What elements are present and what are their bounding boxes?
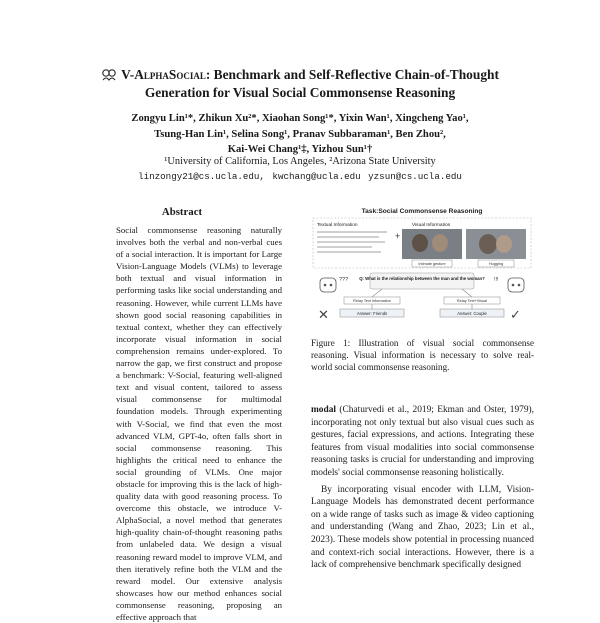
title-line2: Generation for Visual Social Commonsense Reasoning xyxy=(144,85,456,100)
confident-marks: !!! xyxy=(494,277,499,283)
answer-right: Answer: Couple xyxy=(457,311,487,316)
correct-check-icon: ✓ xyxy=(510,307,521,322)
contact-emails: linzongy21@cs.ucla.edu, kwchang@ucla.edu yzsun@cs.ucla.edu xyxy=(138,171,462,182)
video-frame-1 xyxy=(402,229,462,259)
image-tag-1: Intimate gesture xyxy=(418,262,446,266)
author-list xyxy=(70,111,530,158)
body-paragraph-1-text: (Chaturvedi et al., 2019; Ekman and Oster, 1979), incorporating not only textual but also visual cues such as gestures, facial expressions, and actions. Integrating these features from visual modalities into social commonsense reasoning tasks is crucial for understanding and improving models' social commonsense reasoning holistically. xyxy=(311,405,534,478)
figure-1-illustration xyxy=(312,205,532,331)
figure-question: Q: What is the relationship between the man and the woman? xyxy=(359,276,485,281)
confused-robot-icon xyxy=(320,278,336,292)
author-line: Zongyu Lin¹*, Zhikun Xu²*, Xiaohan Song¹*, Yixin Wan¹, Xingcheng Yao¹, xyxy=(131,113,469,124)
answer-left: Answer: Friends xyxy=(356,311,388,316)
figure-caption: Figure 1: Illustration of visual social commonsense reasoning. Visual information is necessary to solve real-world social commonsense reasoning. xyxy=(311,338,534,373)
transcript-lines xyxy=(317,231,387,253)
abstract-text: Social commonsense reasoning naturally involves both the verbal and non-verbal cues of a social interaction. It is important for Large Vision-Language Models (VLMs) to leverage both textual and visual information in performing tasks like social understanding and reasoning. However, while current LLMs have shown good social reasoning capabilities in textual context, whether they can effectively incorporate visual information in social comprehension remains under-explored. To narrow the gap, we first construct and propose a benchmark: V-Social, featuring well-aligned text and visual content, tailored to assess visual commonsense for multimodal foundation models. Through experimenting with V-Social, we find that even the most advanced VLM, GPT-4o, often falls short in social commonsense reasoning. This highlights the critical need to enhance the social grounding of VLMs. One major obstacle for improving this is the lack of high-quality data with good reasoning process. To overcome this obstacle, we introduce V-AlphaSocial, a novel method that generates high-quality chain-of-thought reasoning paths from unlabeled data. We design a visual reasoning reward model to improve VLM, and then iteratively refine both the VLM and the reward model. Our extensive analysis showcases how our method enhances social commonsense reasoning, proposing an effective approach that xyxy=(116,225,282,622)
body-paragraph-1 xyxy=(311,404,534,480)
continued-word: modal xyxy=(311,405,337,415)
reason-right: Relay Text+Visual xyxy=(456,299,488,303)
figure-task-title: Task:Social Commonsense Reasoning xyxy=(361,208,483,215)
confident-robot-icon xyxy=(508,278,524,292)
plus-sign: + xyxy=(395,231,401,241)
figure-textual-label: Textual Information xyxy=(317,223,358,228)
wrong-cross-icon: ✕ xyxy=(318,307,329,322)
paper-title xyxy=(60,66,540,102)
title-line1-rest: : Benchmark and Self-Reflective Chain-of-Thought xyxy=(205,67,499,82)
figure-visual-label: Visual Information xyxy=(412,223,451,228)
confused-marks: ??? xyxy=(339,277,349,283)
affiliations: ¹University of California, Los Angeles, ²Arizona State University xyxy=(164,156,436,167)
image-tag-2: Hugging xyxy=(488,262,504,266)
author-line: Tsung-Han Lin¹, Selina Song¹, Pranav Subbaraman¹, Ben Zhou², xyxy=(154,128,446,140)
method-name: V-AlphaSocial xyxy=(121,67,206,82)
body-paragraph-2: By incorporating visual encoder with LLM, Vision-Language Models has demonstrated decent performance on a wide range of tasks such as image & video captioning and understanding (Wang and Zhao, 2023; Lin et al., 2023). These models show potential in processing nuanced and context-rich social interactions. However, there is a lack of comprehensive benchmark specifically designed xyxy=(311,484,534,571)
social-logo-icon xyxy=(101,67,117,81)
abstract-heading: Abstract xyxy=(161,206,203,218)
figure-1 xyxy=(312,205,532,331)
author-line: Kai-Wei Chang¹‡, Yizhou Sun¹† xyxy=(227,144,373,155)
body-text-column xyxy=(311,404,534,600)
reason-left: Relay Text Information xyxy=(353,299,391,303)
